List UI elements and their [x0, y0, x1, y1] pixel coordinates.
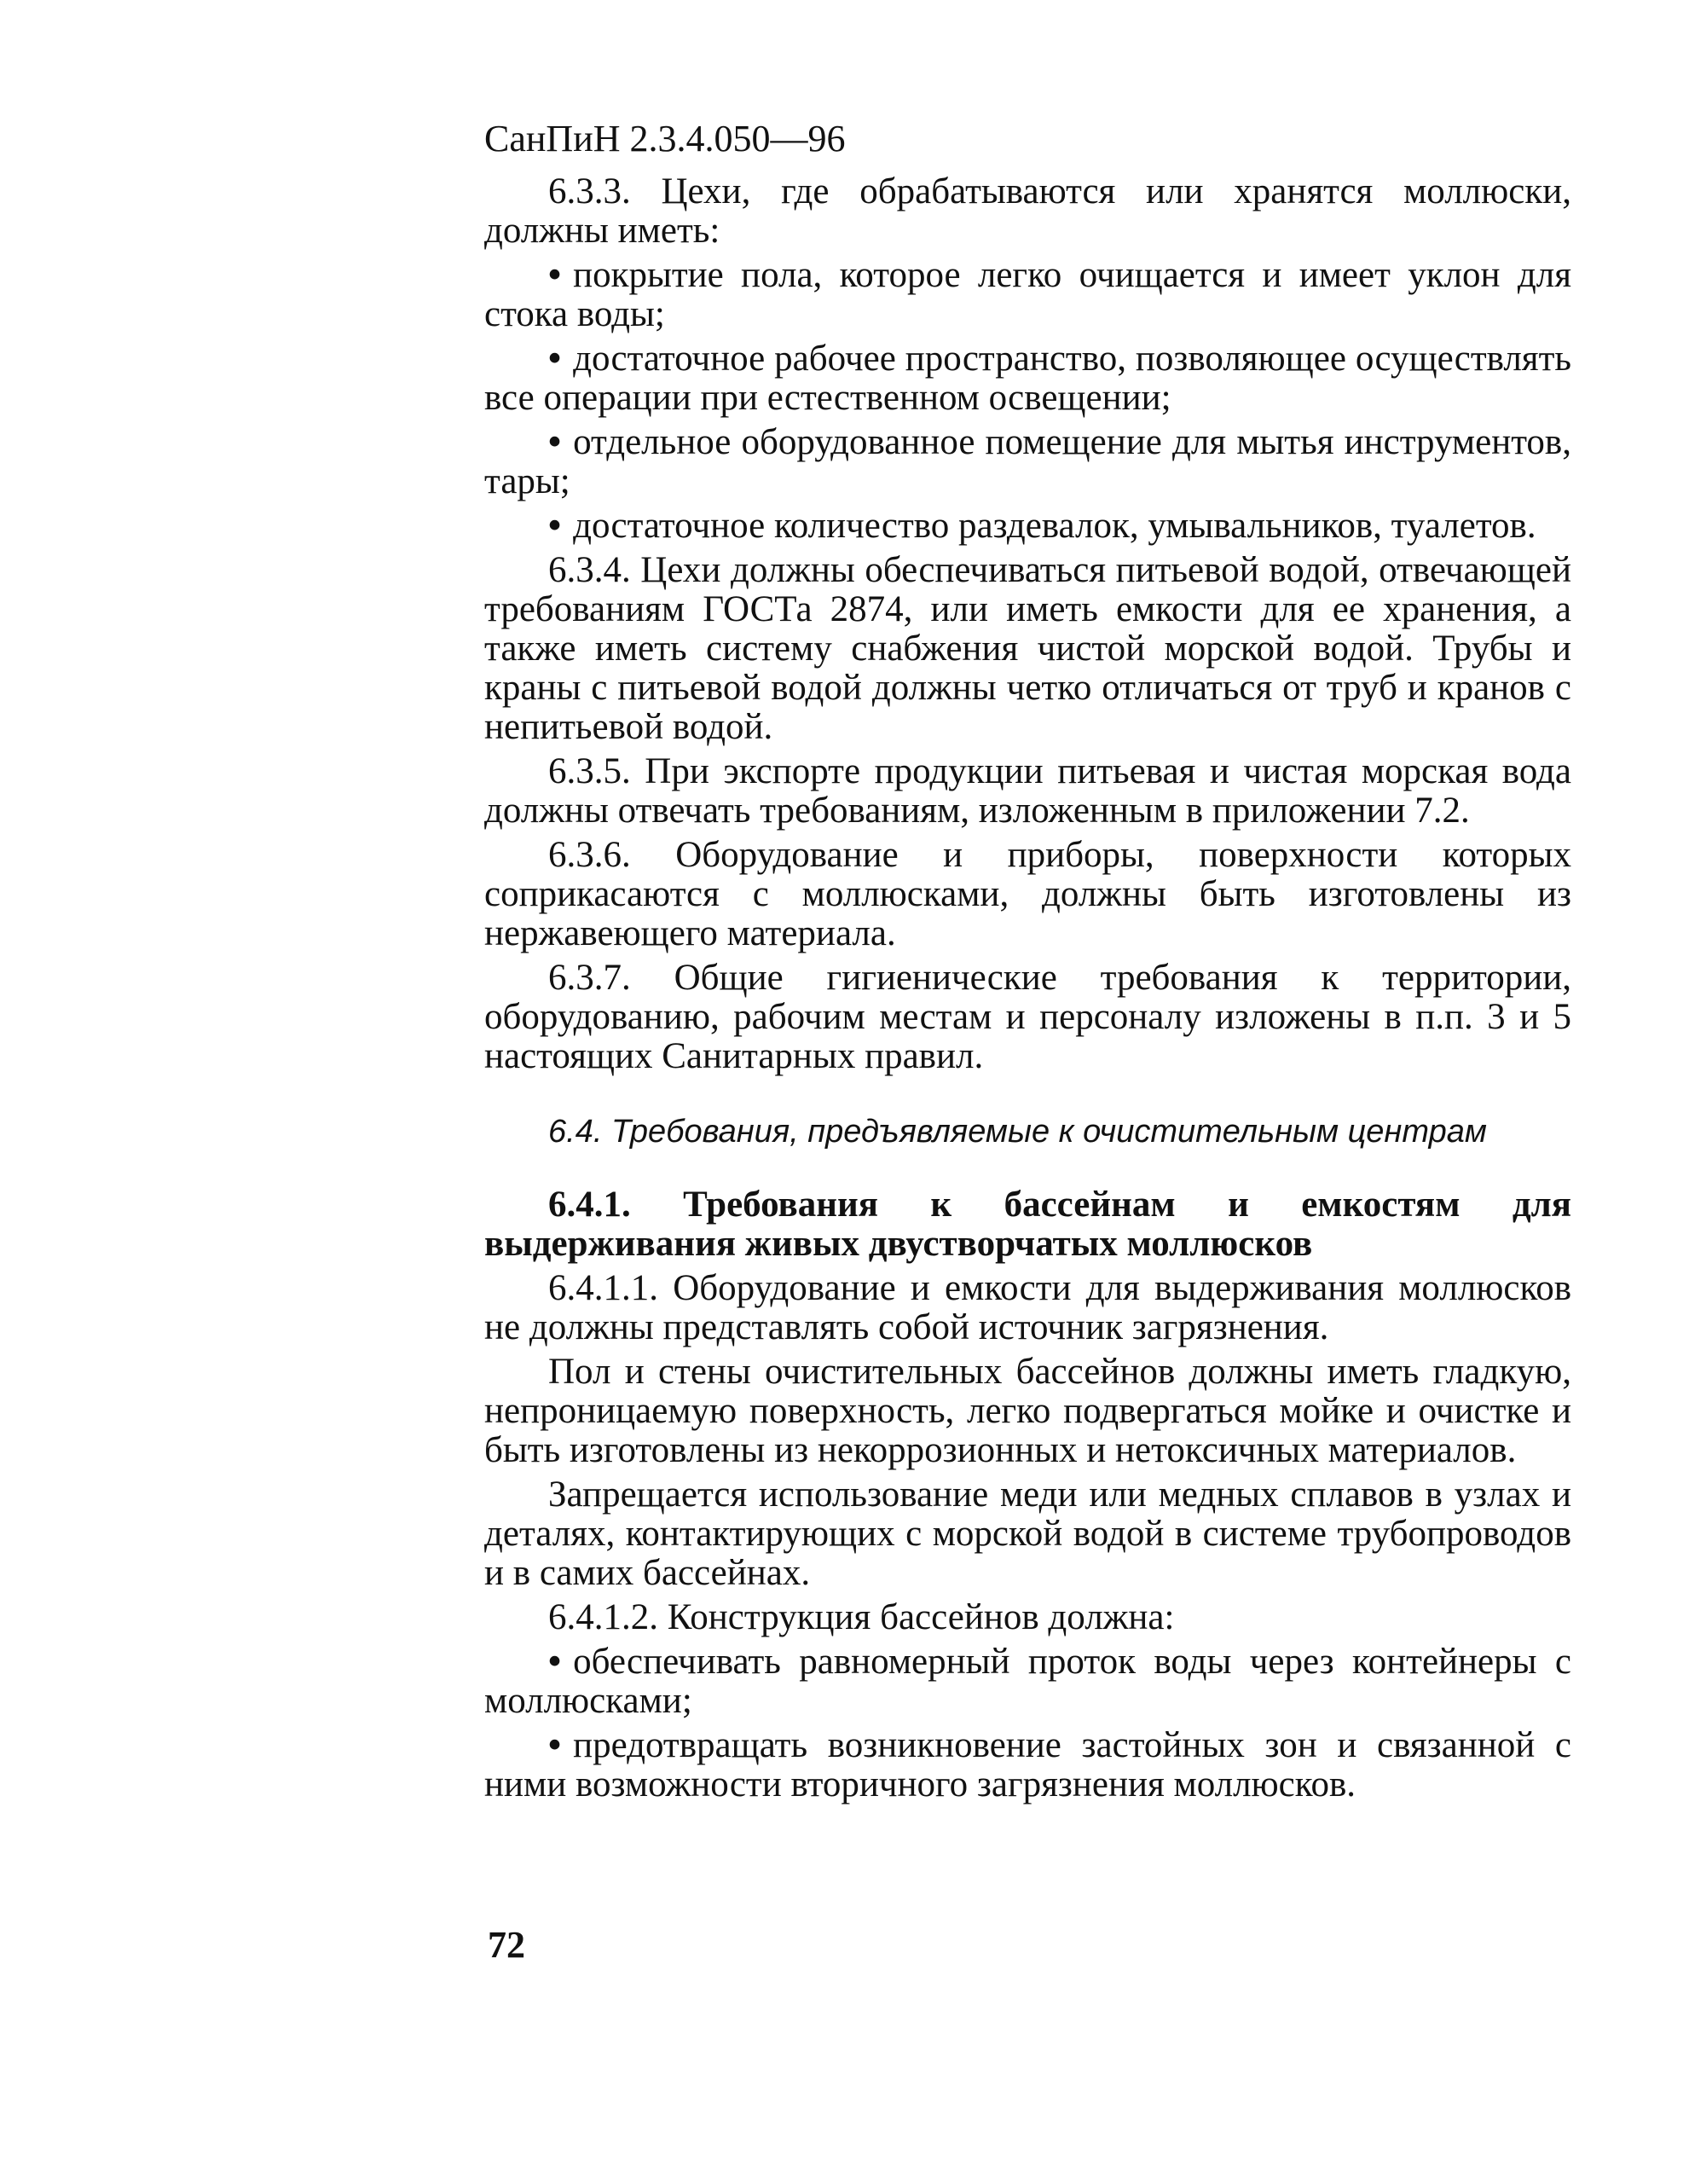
bullet-icon: •	[548, 1642, 562, 1682]
bullet-icon: •	[548, 255, 562, 295]
bullet-text: предотвращать возникновение застойных зон и связанной с ними возможности вторичного загрязнения моллюсков.	[484, 1725, 1571, 1805]
bullet-item	[484, 256, 1571, 334]
bullet-icon: •	[548, 339, 562, 379]
bullet-text: отдельное оборудованное помещение для мытья инструментов, тары;	[484, 422, 1571, 501]
bullet-text: покрытие пола, которое легко очищается и имеет уклон для стока воды;	[484, 255, 1571, 334]
bullet-text: обеспечивать равномерный проток воды через контейнеры с моллюсками;	[484, 1642, 1571, 1721]
bullet-item	[484, 1726, 1571, 1805]
bullet-icon: •	[548, 506, 562, 546]
heading-6-4-1: 6.4.1. Требования к бассейнам и емкостям для выдерживания живых двустворчатых моллюсков	[484, 1185, 1571, 1264]
bullet-item	[484, 507, 1571, 546]
bullet-icon: •	[548, 422, 562, 462]
paragraph-floor-walls: Пол и стены очистительных бассейнов должны иметь гладкую, непроницаемую поверхность, легко подвергаться мойке и очистке и быть изготовлены из некоррозионных и нетоксичных материалов.	[484, 1352, 1571, 1470]
paragraph-6-3-5: 6.3.5. При экспорте продукции питьевая и чистая морская вода должны отвечать требованиям, изложенным в приложении 7.2.	[484, 751, 1571, 831]
paragraph-6-4-1-1: 6.4.1.1. Оборудование и емкости для выдерживания моллюсков не должны представлять собой источник загрязнения.	[484, 1268, 1571, 1347]
document-page	[484, 119, 1571, 1810]
paragraph-6-3-6: 6.3.6. Оборудование и приборы, поверхности которых соприкасаются с моллюсками, должны быть изготовлены из нержавеющего материала.	[484, 835, 1571, 953]
bullet-text: достаточное рабочее пространство, позволяющее осуществлять все операции при естественном освещении;	[484, 339, 1571, 418]
paragraph-6-3-7: 6.3.7. Общие гигиенические требования к территории, оборудованию, рабочим местам и персоналу изложены в п.п. 3 и 5 настоящих Санитарных правил.	[484, 958, 1571, 1076]
paragraph-copper-ban: Запрещается использование меди или медных сплавов в узлах и деталях, контактирующих с морской водой в системе трубопроводов и в самих бассейнах.	[484, 1474, 1571, 1593]
bullet-text: достаточное количество раздевалок, умывальников, туалетов.	[573, 506, 1536, 546]
running-head: СанПиН 2.3.4.050—96	[484, 118, 846, 159]
bullet-item	[484, 1642, 1571, 1721]
subsection-heading-6-4: 6.4. Требования, предъявляемые к очистительным центрам	[548, 1114, 1487, 1150]
paragraph-6-3-3: 6.3.3. Цехи, где обрабатываются или хранятся моллюски, должны иметь:	[484, 171, 1571, 251]
bullet-item	[484, 423, 1571, 501]
paragraph-6-4-1-2: 6.4.1.2. Конструкция бассейнов должна:	[548, 1597, 1175, 1637]
bullet-icon: •	[548, 1725, 562, 1765]
paragraph-6-3-4: 6.3.4. Цехи должны обеспечиваться питьевой водой, отвечающей требованиям ГОСТа 2874, или иметь емкости для ее хранения, а также иметь систему снабжения чистой морской водой. Трубы и краны с питьевой водой должны четко отличаться от труб и кранов с непитьевой водой.	[484, 550, 1571, 747]
page-number: 72	[488, 1924, 525, 1966]
bullet-item	[484, 339, 1571, 418]
